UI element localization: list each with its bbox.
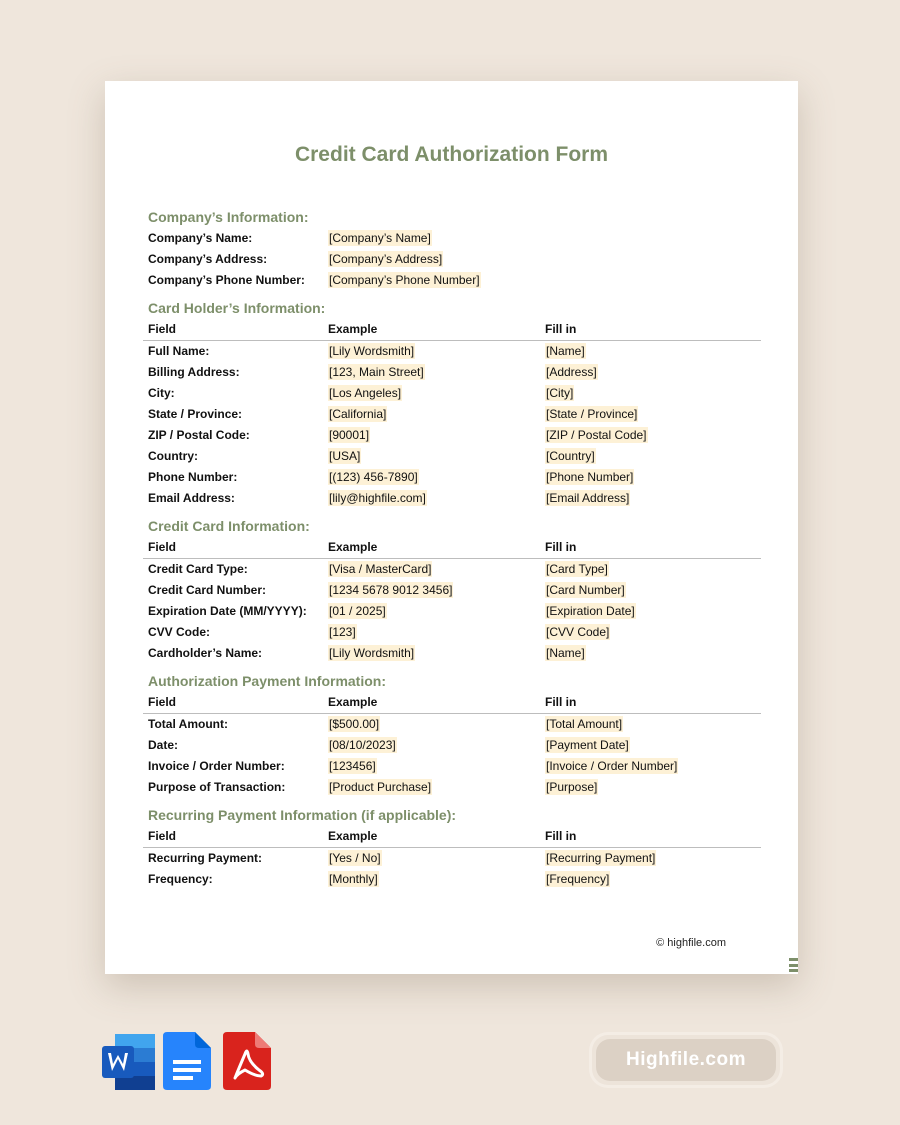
field-label: Total Amount: bbox=[148, 717, 228, 731]
table-row bbox=[143, 559, 761, 580]
field-label: Date: bbox=[148, 738, 179, 752]
table-row bbox=[143, 362, 761, 383]
fill-in-field[interactable]: [Card Number] bbox=[546, 583, 625, 597]
table-row bbox=[143, 446, 761, 467]
fill-in-field[interactable]: [Card Type] bbox=[546, 562, 608, 576]
column-header-field: Field bbox=[148, 540, 177, 554]
table-row bbox=[143, 228, 761, 249]
field-label: ZIP / Postal Code: bbox=[148, 428, 250, 442]
fill-in-field[interactable]: [Email Address] bbox=[546, 491, 630, 505]
field-label: Frequency: bbox=[148, 872, 213, 886]
fill-in-field[interactable]: [Purpose] bbox=[546, 780, 598, 794]
table-row bbox=[143, 467, 761, 488]
table-row bbox=[143, 425, 761, 446]
field-label: Cardholder’s Name: bbox=[148, 646, 263, 660]
fill-in-field[interactable]: [State / Province] bbox=[546, 407, 638, 421]
table-row bbox=[143, 341, 761, 362]
example-value: [01 / 2025] bbox=[329, 604, 386, 618]
field-label: Purpose of Transaction: bbox=[148, 780, 286, 794]
column-header-fill-in: Fill in bbox=[545, 322, 577, 336]
example-value: [90001] bbox=[329, 428, 370, 442]
example-value: [Product Purchase] bbox=[329, 780, 432, 794]
column-header-fill-in: Fill in bbox=[545, 829, 577, 843]
example-value: [USA] bbox=[329, 449, 361, 463]
google-docs-icon[interactable] bbox=[161, 1030, 217, 1092]
field-label: Company’s Address: bbox=[148, 252, 268, 266]
fill-in-field[interactable]: [Frequency] bbox=[546, 872, 610, 886]
column-header-example: Example bbox=[328, 695, 378, 709]
example-value: [$500.00] bbox=[329, 717, 380, 731]
document-title: Credit Card Authorization Form bbox=[294, 143, 609, 166]
example-value: [California] bbox=[329, 407, 387, 421]
example-value: [Monthly] bbox=[329, 872, 378, 886]
section-title-card-holder: Card Holder’s Information: bbox=[148, 300, 326, 316]
column-header-fill-in: Fill in bbox=[545, 695, 577, 709]
fill-in-field[interactable]: [Address] bbox=[546, 365, 597, 379]
table-row bbox=[143, 488, 761, 509]
table-row bbox=[143, 714, 761, 735]
pdf-icon[interactable] bbox=[221, 1030, 277, 1092]
table-header bbox=[143, 319, 761, 341]
field-label: Phone Number: bbox=[148, 470, 238, 484]
table-row bbox=[143, 270, 761, 291]
example-value: [lily@highfile.com] bbox=[329, 491, 426, 505]
table-row bbox=[143, 249, 761, 270]
table-header bbox=[143, 537, 761, 559]
copyright-text: © highfile.com bbox=[656, 937, 726, 949]
field-label: Credit Card Type: bbox=[148, 562, 248, 576]
section-title-authorization: Authorization Payment Information: bbox=[148, 673, 386, 689]
table-header bbox=[143, 692, 761, 714]
table-row bbox=[143, 777, 761, 798]
fill-in-field[interactable]: [CVV Code] bbox=[546, 625, 610, 639]
corner-mark-bottom-right bbox=[789, 958, 798, 972]
table-row bbox=[143, 580, 761, 601]
brand-label: Highfile.com bbox=[596, 1039, 776, 1081]
table-row bbox=[143, 869, 761, 890]
table-row bbox=[143, 404, 761, 425]
field-label: Credit Card Number: bbox=[148, 583, 267, 597]
table-row bbox=[143, 643, 761, 664]
field-label: Country: bbox=[148, 449, 198, 463]
section-title-recurring: Recurring Payment Information (if applicable): bbox=[148, 807, 457, 823]
table-row bbox=[143, 383, 761, 404]
fill-in-field[interactable]: [Total Amount] bbox=[546, 717, 623, 731]
section-title-company: Company’s Information: bbox=[148, 209, 309, 225]
field-label: Billing Address: bbox=[148, 365, 240, 379]
word-icon[interactable] bbox=[101, 1030, 157, 1092]
fill-in-field[interactable]: [Country] bbox=[546, 449, 595, 463]
example-value: [123, Main Street] bbox=[329, 365, 424, 379]
example-value: [Lily Wordsmith] bbox=[329, 646, 415, 660]
field-label: Company’s Name: bbox=[148, 231, 253, 245]
table-row bbox=[143, 848, 761, 869]
example-value: [1234 5678 9012 3456] bbox=[329, 583, 453, 597]
example-value: [123456] bbox=[329, 759, 376, 773]
section-title-credit-card: Credit Card Information: bbox=[148, 518, 310, 534]
field-value[interactable]: [Company’s Name] bbox=[329, 231, 431, 245]
field-label: State / Province: bbox=[148, 407, 243, 421]
example-value: [123] bbox=[329, 625, 356, 639]
fill-in-field[interactable]: [Expiration Date] bbox=[546, 604, 635, 618]
field-label: Email Address: bbox=[148, 491, 235, 505]
field-label: CVV Code: bbox=[148, 625, 211, 639]
example-value: [Yes / No] bbox=[329, 851, 381, 865]
fill-in-field[interactable]: [Name] bbox=[546, 344, 585, 358]
example-value: [08/10/2023] bbox=[329, 738, 396, 752]
column-header-field: Field bbox=[148, 829, 177, 843]
column-header-field: Field bbox=[148, 695, 177, 709]
field-label: Full Name: bbox=[148, 344, 210, 358]
document-page bbox=[105, 81, 798, 974]
fill-in-field[interactable]: [Payment Date] bbox=[546, 738, 629, 752]
table-row bbox=[143, 756, 761, 777]
table-row bbox=[143, 622, 761, 643]
field-value[interactable]: [Company’s Phone Number] bbox=[329, 273, 480, 287]
fill-in-field[interactable]: [City] bbox=[546, 386, 574, 400]
table-row bbox=[143, 735, 761, 756]
table-row bbox=[143, 601, 761, 622]
column-header-example: Example bbox=[328, 322, 378, 336]
field-label: Company’s Phone Number: bbox=[148, 273, 305, 287]
example-value: [Visa / MasterCard] bbox=[329, 562, 432, 576]
example-value: [Los Angeles] bbox=[329, 386, 402, 400]
column-header-field: Field bbox=[148, 322, 177, 336]
column-header-fill-in: Fill in bbox=[545, 540, 577, 554]
fill-in-field[interactable]: [Phone Number] bbox=[546, 470, 634, 484]
fill-in-field[interactable]: [ZIP / Postal Code] bbox=[546, 428, 647, 442]
format-icons bbox=[101, 1030, 281, 1092]
column-header-example: Example bbox=[328, 829, 378, 843]
field-value[interactable]: [Company’s Address] bbox=[329, 252, 443, 266]
brand-badge[interactable] bbox=[592, 1035, 780, 1085]
field-label: Recurring Payment: bbox=[148, 851, 263, 865]
table-header bbox=[143, 826, 761, 848]
example-value: [(123) 456-7890] bbox=[329, 470, 418, 484]
form-content bbox=[143, 207, 761, 890]
field-label: Expiration Date (MM/YYYY): bbox=[148, 604, 307, 618]
field-label: City: bbox=[148, 386, 175, 400]
field-label: Invoice / Order Number: bbox=[148, 759, 285, 773]
example-value: [Lily Wordsmith] bbox=[329, 344, 415, 358]
column-header-example: Example bbox=[328, 540, 378, 554]
fill-in-field[interactable]: [Name] bbox=[546, 646, 585, 660]
fill-in-field[interactable]: [Recurring Payment] bbox=[546, 851, 656, 865]
fill-in-field[interactable]: [Invoice / Order Number] bbox=[546, 759, 678, 773]
